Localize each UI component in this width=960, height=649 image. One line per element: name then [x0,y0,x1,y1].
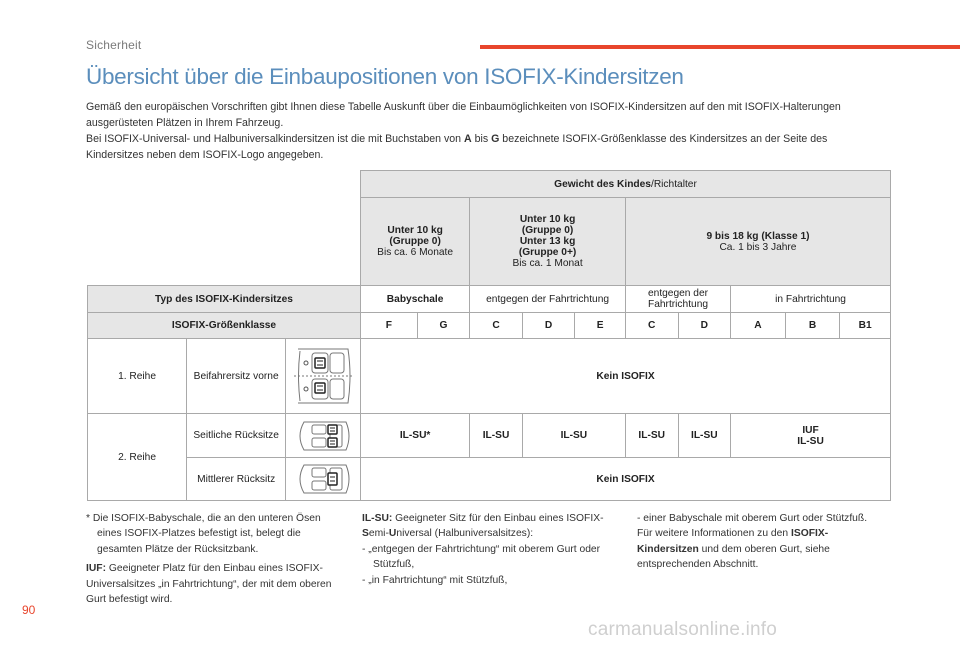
type-babyschale: Babyschale [361,286,470,313]
group-0plus-age: Bis ca. 1 Monat [512,258,583,269]
row-2-value-d-e: IL-SU [522,414,625,458]
side-seat-diagram [286,414,361,458]
size-class: A [731,313,786,339]
size-class: D [522,313,575,339]
row-2-value-iuf: IUF [802,424,819,436]
size-class: D [678,313,731,339]
footnote-iuf [86,561,342,607]
type-rear-facing: entgegen der Fahrtrichtung [470,286,626,313]
group-0plus-line1: Unter 10 kg [519,214,576,225]
isofix-table [87,170,891,501]
footnote-more-text-2: und dem oberen Gurt, siehe entsprechenden Abschnitt. [637,543,830,571]
row-2-value-ilsu: IL-SU [797,435,824,447]
group-1-cell [625,198,890,286]
footnote-iuf-label: IUF: [86,563,107,575]
footnote-ilsu-label: IL-SU: [362,513,393,524]
footnote-column-2 [362,511,624,588]
row-1-seat: Beifahrersitz vorne [187,339,286,414]
row-2-side-seat: Seitliche Rücksitze [187,414,286,458]
middle-seat-diagram [286,458,361,501]
group-0-line1: Unter 10 kg [387,225,443,236]
footnote-iuf-text: Geeigneter Platz für den Einbau eines ISOFIX-Universalsitzes „in Fahrtrichtung“, der mit dem oberen Gurt befestigt wird. [86,563,332,606]
group-0plus-line2: (Gruppe 0) [521,225,574,236]
footnote-ilsu-text-2: emi- [368,528,389,540]
blank-cell [88,198,361,286]
size-class: C [625,313,678,339]
row-1-value: Kein ISOFIX [361,339,891,414]
intro-letter-a: A [464,133,472,145]
size-class: B1 [840,313,891,339]
group-0plus-line3: Unter 13 kg [519,236,576,247]
group-0-cell [361,198,470,286]
group-0-age: Bis ca. 6 Monate [377,247,454,258]
intro-letter-g: G [491,133,500,145]
row-2-label: 2. Reihe [88,414,187,501]
row-2-middle-value: Kein ISOFIX [361,458,891,501]
group-0plus-cell [470,198,626,286]
weight-header [361,171,891,198]
footnote-ilsu-u: U [388,528,397,540]
intro-text-b: bezeichnete ISOFIX-Größenklasse des Kindersitzes an der Seite des Kindersitzes neben dem ISOFIX-Logo angegeben. [86,133,828,161]
row-2-value-babyschale: IL-SU* [361,414,470,458]
intro-text-bis: bis [471,133,492,145]
size-class: C [470,313,523,339]
front-seat-diagram [286,339,361,414]
intro-text-a: Bei ISOFIX-Universal- und Halbuniversalkindersitzen ist die mit Buchstaben von [86,133,465,145]
section-label: Sicherheit [86,38,142,52]
group-0plus-line4: (Gruppe 0+) [518,247,577,258]
footnote-list-item-1: - „entgegen der Fahrtrichtung“ mit oberem Gurt oder Stützfuß, [362,543,601,571]
intro-paragraph-1: Gemäß den europäischen Vorschriften gibt Ihnen diese Tabelle Auskunft über die Einbaumöglichkeiten von ISOFIX-Kindersitzen auf den mit ISOFIX-Halterungen ausgerüsteten Plätzen in Ihrem Fahrzeug. [86,101,841,129]
footnote-more-bold: ISOFIX-Kindersitzen [637,528,829,555]
page-number: 90 [22,603,36,617]
footnote-column-1 [86,511,342,607]
footnote-ilsu-text-3: niversal (Halbuniversalsitzes): [396,528,534,540]
intro-paragraph-2 [86,131,886,163]
group-1-line1: 9 bis 18 kg (Klasse 1) [706,230,810,242]
row-2-value-forward [731,414,891,458]
footnote-ilsu [362,511,624,542]
blank-cell [88,171,361,198]
footnote-column-3 [637,511,887,573]
group-1-age: Ca. 1 bis 3 Jahre [719,241,797,253]
type-label: Typ des ISOFIX-Kindersitzes [88,286,361,313]
watermark-link[interactable]: carmanualsonline.info [588,619,778,640]
row-1-label: 1. Reihe [88,339,187,414]
row-2-value-c2: IL-SU [625,414,678,458]
size-class: G [417,313,470,339]
size-class: E [575,313,626,339]
car-middle-seat-icon [292,461,354,497]
row-2-value-c: IL-SU [470,414,523,458]
footnote-more-info [637,526,887,572]
footnote-more-text-1: Für weitere Informationen zu den [637,528,791,540]
car-seat-diagram-icon [292,343,354,409]
size-class: B [785,313,840,339]
footnote-list-item-3: - einer Babyschale mit oberem Gurt oder Stützfuß. [637,513,868,524]
car-side-seats-icon [292,418,354,454]
size-class: F [361,313,418,339]
weight-header-bold: Gewicht des Kindes [554,178,651,190]
type-rear-facing-2: entgegen der Fahrtrichtung [625,286,730,313]
footnote-star: * Die ISOFIX-Babyschale, die an den unteren Ösen eines ISOFIX-Platzes befestigt ist, belegt die gesamten Plätze der Rücksitzbank. [86,513,321,555]
row-2-value-d2: IL-SU [678,414,731,458]
weight-header-rest: /Richtalter [650,178,697,190]
footnote-ilsu-text-1: Geeigneter Sitz für den Einbau eines ISOFIX- [392,513,604,524]
size-label: ISOFIX-Größenklasse [88,313,361,339]
accent-bar [480,45,960,49]
page-title: Übersicht über die Einbaupositionen von ISOFIX-Kindersitzen [86,64,684,89]
footnote-ilsu-s: S [362,528,369,540]
type-forward-facing: in Fahrtrichtung [731,286,891,313]
footnote-list-item-2: - „in Fahrtrichtung“ mit Stützfuß, [362,574,508,586]
row-2-middle-seat: Mittlerer Rücksitz [187,458,286,501]
intro-text [86,99,886,163]
group-0-line2: (Gruppe 0) [389,236,441,247]
